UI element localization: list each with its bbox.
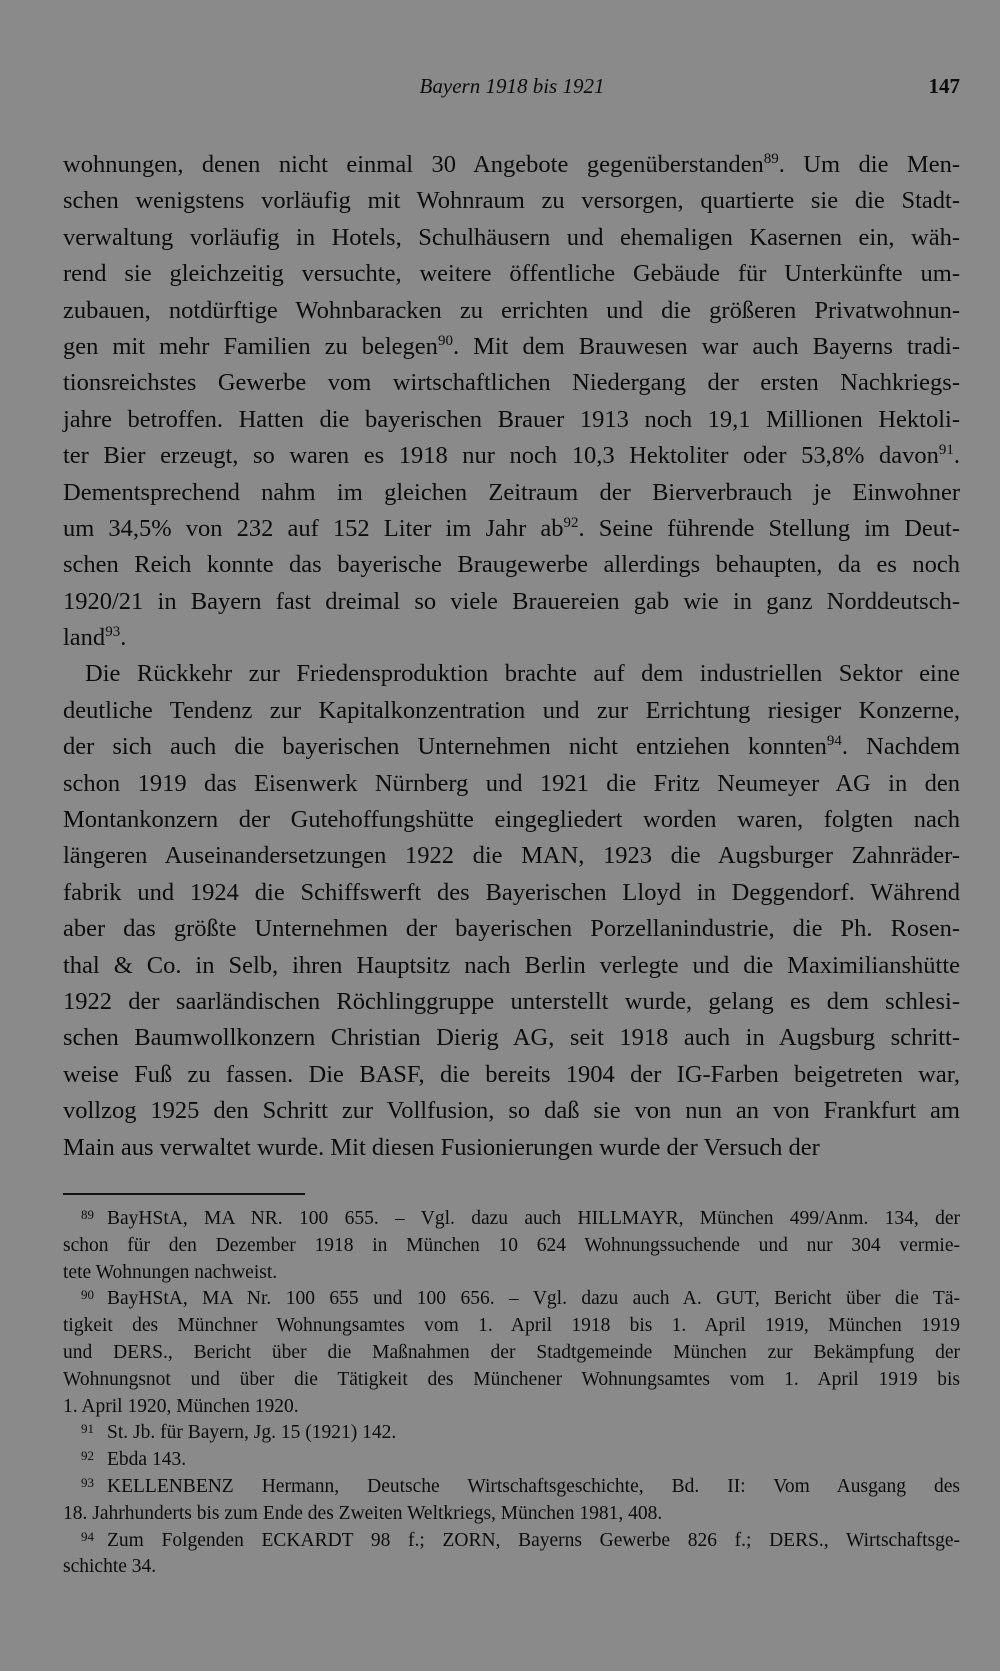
footnote-line: Ebda 143.: [107, 1449, 187, 1471]
text-segment: jahre betroffen. Hatten die bayerischen Brauer 1913 noch 19,1 Millionen Hektoli-: [63, 405, 960, 433]
footnote-number: 90: [81, 1287, 94, 1303]
footnote-line: 1. April 1920, München 1920.: [63, 1395, 299, 1417]
text-line: [63, 693, 960, 729]
text-segment: . Mit dem Brauwesen war auch Bayerns tradi-: [452, 332, 960, 360]
text-segment: . Nachdem: [841, 733, 961, 761]
footnote: [63, 1447, 960, 1474]
text-line: [63, 547, 960, 583]
footnote-reference[interactable]: 89: [763, 151, 779, 167]
text-line: [63, 584, 960, 620]
footnote-number: 94: [81, 1528, 94, 1544]
footnote-reference[interactable]: 94: [826, 733, 842, 750]
text-segment: rend sie gleichzeitig versuchte, weitere öffentliche Gebäude für Unterkünfte um-: [63, 260, 960, 288]
footnote-line: schon für den Dezember 1918 in München 10 624 Wohnungssuchende und nur 304 vermie-: [63, 1234, 960, 1256]
text-segment: längeren Auseinandersetzungen 1922 die MAN, 1923 die Augsburger Zahnräder-: [63, 842, 960, 870]
footnote-reference[interactable]: 93: [105, 624, 121, 641]
footnote-line: 18. Jahrhunderts bis zum Ende des Zweiten Weltkriegs, München 1981, 408.: [63, 1502, 663, 1524]
footnote-line: Zum Folgenden ECKARDT 98 f.; ZORN, Bayerns Gewerbe 826 f.; DERS., Wirtschaftsge-: [107, 1529, 960, 1551]
text-line: [63, 656, 960, 692]
text-segment: .: [120, 624, 127, 652]
text-line: [63, 293, 960, 329]
text-segment: schen Baumwollkonzern Christian Dierig AG, seit 1918 auch in Augsburg schritt-: [63, 1024, 960, 1052]
footnote: [63, 1286, 960, 1420]
text-line: [63, 729, 960, 765]
text-segment: fabrik und 1924 die Schiffswerft des Bayerischen Lloyd in Deggendorf. Während: [63, 878, 960, 906]
text-line: [63, 1020, 960, 1056]
text-segment: deutliche Tendenz zur Kapitalkonzentration und zur Errichtung riesiger Konzerne,: [63, 696, 960, 724]
text-line: [63, 438, 960, 474]
footnote-line: und DERS., Bericht über die Maßnahmen der Stadtgemeinde München zur Bekämpfung der: [63, 1341, 960, 1363]
text-segment: verwaltung vorläufig in Hotels, Schulhäusern und ehemaligen Kasernen ein, wäh-: [63, 223, 960, 251]
text-line: [63, 875, 960, 911]
footnotes: [63, 1206, 960, 1581]
text-segment: um 34,5% von 232 auf 152 Liter im Jahr ab: [63, 514, 564, 542]
text-line: [63, 256, 960, 292]
text-segment: Montankonzern der Gutehoffungshütte eingegliedert worden waren, folgten nach: [63, 806, 960, 834]
text-line: [63, 948, 960, 984]
footnote: [63, 1474, 960, 1528]
footnote-separator: [63, 1193, 305, 1195]
footnote-line: BayHStA, MA NR. 100 655. – Vgl. dazu auch HILLMAYR, München 499/Anm. 134, der: [107, 1208, 960, 1229]
text-segment: land: [63, 624, 106, 652]
text-segment: wohnungen, denen nicht einmal 30 Angebote gegenüberstanden: [63, 151, 764, 178]
text-line: [63, 1093, 960, 1129]
footnote-number: 93: [81, 1474, 94, 1490]
text-segment: thal & Co. in Selb, ihren Hauptsitz nach Berlin verlegte und die Maximilianshütte: [63, 951, 960, 979]
text-segment: ter Bier erzeugt, so waren es 1918 nur noch 10,3 Hektoliter oder 53,8% davon: [63, 442, 939, 470]
paragraph: [63, 147, 960, 656]
text-line: [63, 365, 960, 401]
paragraph: [63, 656, 960, 1165]
text-line: [63, 911, 960, 947]
text-line: [63, 1057, 960, 1093]
text-segment: aber das größte Unternehmen der bayerischen Porzellanindustrie, die Ph. Rosen-: [63, 915, 960, 943]
footnote-reference[interactable]: 91: [938, 442, 954, 459]
footnote-line: St. Jb. für Bayern, Jg. 15 (1921) 142.: [107, 1422, 397, 1444]
text-segment: 1920/21 in Bayern fast dreimal so viele Brauereien gab wie in ganz Norddeutsch-: [63, 587, 960, 615]
footnote-line: Wohnungsnot und über die Tätigkeit des Münchener Wohnungsamtes vom 1. April 1919 bis: [63, 1368, 960, 1390]
footnote-reference[interactable]: 90: [437, 332, 453, 349]
footnote-line: KELLENBENZ Hermann, Deutsche Wirtschaftsgeschichte, Bd. II: Vom Ausgang des: [107, 1475, 960, 1497]
text-line: [63, 220, 960, 256]
footnote: [63, 1528, 960, 1582]
text-line: [63, 838, 960, 874]
text-segment: 1922 der saarländischen Röchlinggruppe unterstellt wurde, gelang es dem schlesi-: [63, 987, 960, 1015]
text-segment: der sich auch die bayerischen Unternehmen nicht entziehen konnten: [63, 733, 827, 761]
text-line: [63, 402, 960, 438]
footnote-reference[interactable]: 92: [563, 514, 579, 531]
text-segment: vollzog 1925 den Schritt zur Vollfusion, so daß sie von nun an von Frankfurt am: [63, 1097, 960, 1125]
text-segment: Main aus verwaltet wurde. Mit diesen Fusionierungen wurde der Versuch der: [63, 1133, 820, 1161]
text-line: [63, 475, 960, 511]
footnote-number: 91: [81, 1421, 94, 1437]
text-segment: zubauen, notdürftige Wohnbaracken zu errichten und die größeren Privatwohnun-: [63, 296, 960, 324]
page-header: [64, 74, 960, 104]
body-text: [63, 147, 960, 1166]
page-number: 147: [928, 74, 960, 98]
footnote: [63, 1206, 960, 1286]
running-title: Bayern 1918 bis 1921: [419, 74, 605, 98]
text-segment: schen Reich konnte das bayerische Braugewerbe allerdings behaupten, da es noch: [63, 551, 960, 579]
footnote-line: BayHStA, MA Nr. 100 655 und 100 656. – Vgl. dazu auch A. GUT, Bericht über die Tä-: [107, 1288, 960, 1310]
text-line: [63, 766, 960, 802]
text-segment: .: [953, 442, 960, 470]
text-line: [63, 1130, 960, 1166]
text-line: [63, 984, 960, 1020]
footnote: [63, 1420, 960, 1447]
text-segment: schen wenigstens vorläufig mit Wohnraum zu versorgen, quartierte sie die Stadt-: [63, 187, 960, 215]
footnote-number: 92: [81, 1448, 94, 1464]
text-line: [63, 147, 960, 183]
text-line: [63, 511, 960, 547]
text-line: [63, 183, 960, 219]
text-line: [63, 802, 960, 838]
footnote-line: tigkeit des Münchner Wohnungsamtes vom 1. April 1918 bis 1. April 1919, München 1919: [63, 1315, 960, 1337]
text-segment: schon 1919 das Eisenwerk Nürnberg und 1921 die Fritz Neumeyer AG in den: [63, 769, 960, 797]
text-line: [63, 620, 960, 656]
text-segment: tionsreichstes Gewerbe vom wirtschaftlichen Niedergang der ersten Nachkriegs-: [63, 369, 960, 397]
text-segment: Die Rückkehr zur Friedensproduktion brachte auf dem industriellen Sektor eine: [85, 660, 960, 688]
text-segment: weise Fuß zu fassen. Die BASF, die bereits 1904 der IG-Farben beigetreten war,: [63, 1060, 960, 1088]
footnote-line: tete Wohnungen nachweist.: [63, 1261, 278, 1283]
text-segment: . Um die Men-: [778, 151, 960, 178]
text-segment: . Seine führende Stellung im Deut-: [578, 514, 960, 542]
text-segment: Dementsprechend nahm im gleichen Zeitraum der Bierverbrauch je Einwohner: [63, 478, 960, 506]
text-line: [63, 329, 960, 365]
text-segment: gen mit mehr Familien zu belegen: [63, 332, 438, 360]
footnote-number: 89: [81, 1207, 94, 1222]
footnote-line: schichte 34.: [63, 1556, 157, 1578]
